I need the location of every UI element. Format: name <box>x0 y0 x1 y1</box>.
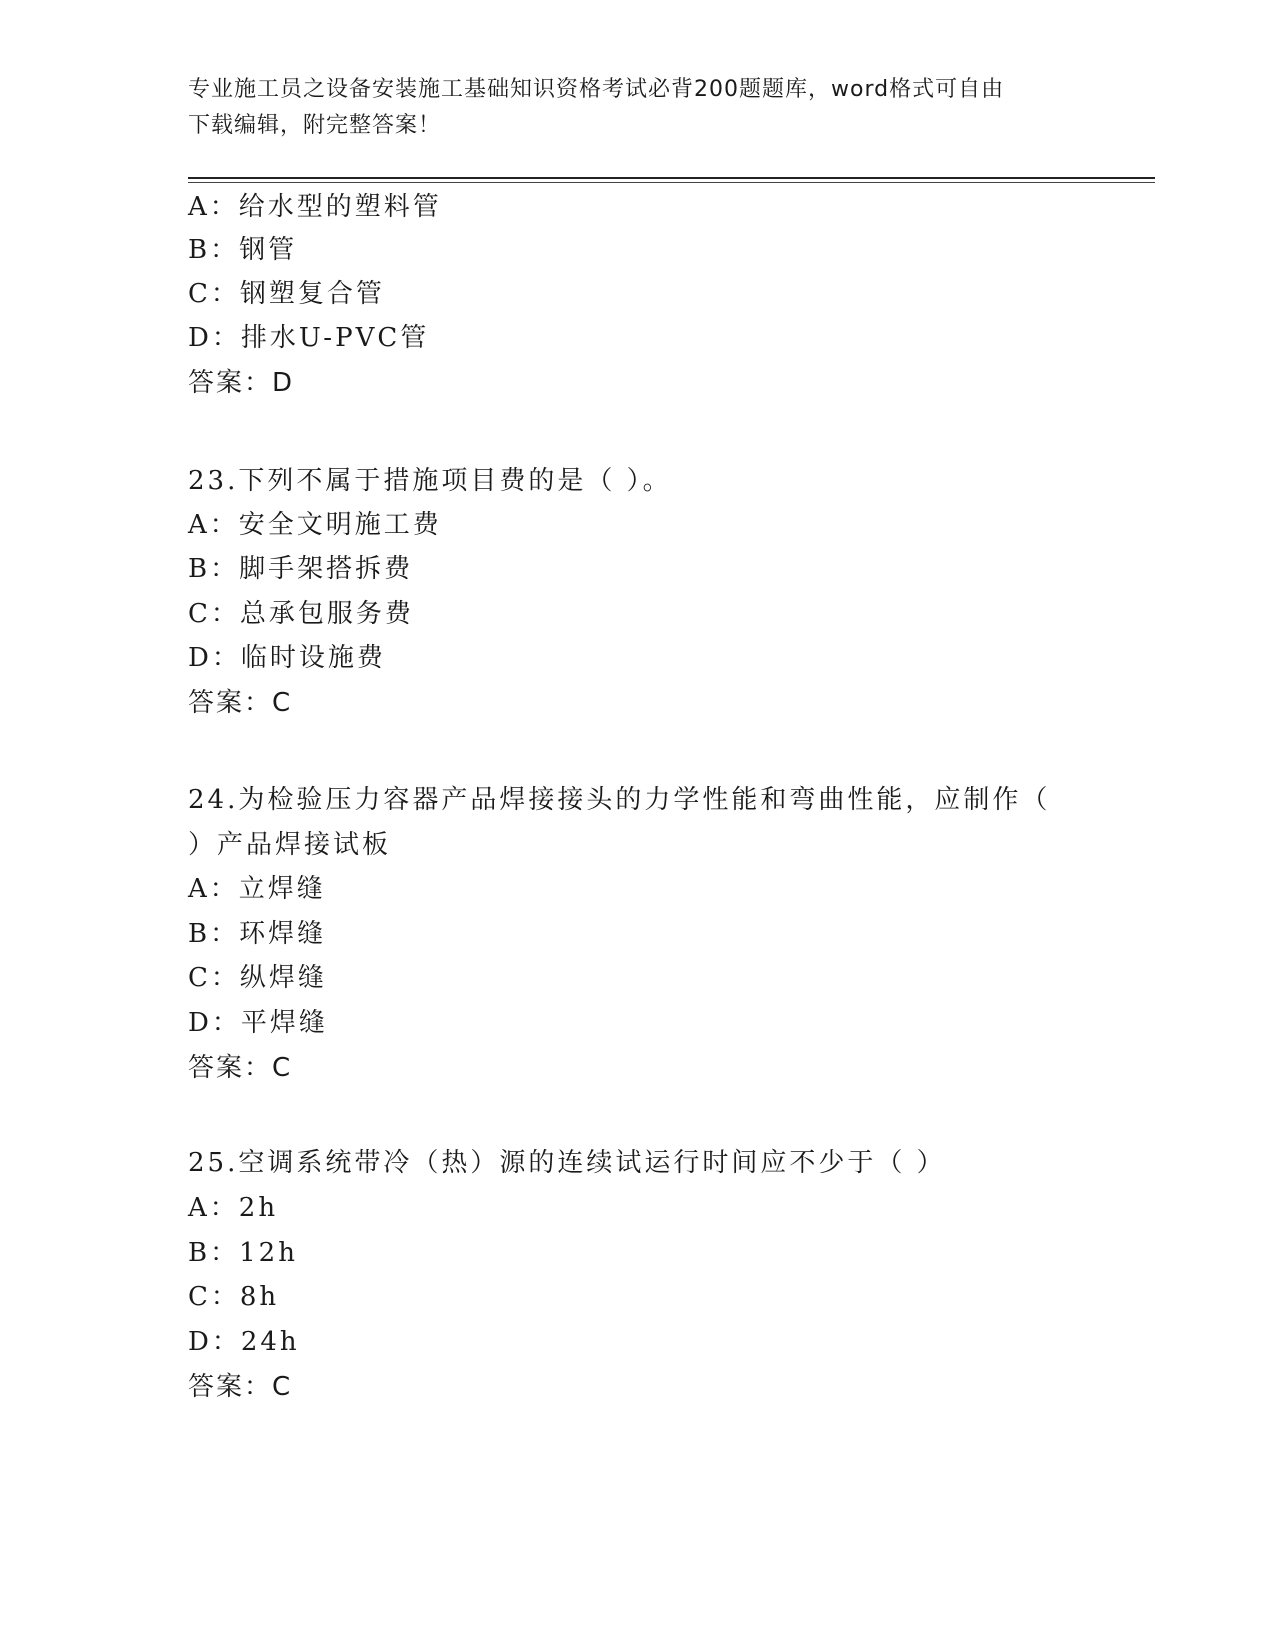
header-divider-thick <box>188 177 1155 179</box>
q23-option-a: A：安全文明施工费 <box>188 510 442 540</box>
q24-question-line-1: 24.为检验压力容器产品焊接接头的力学性能和弯曲性能，应制作（ <box>188 785 1051 815</box>
q23-option-d: D：临时设施费 <box>188 643 386 673</box>
q24-option-d: D：平焊缝 <box>188 1008 328 1038</box>
q24-option-c: C：纵焊缝 <box>188 963 327 993</box>
q23-option-b: B：脚手架搭拆费 <box>188 554 414 584</box>
header-line-1: 专业施工员之设备安装施工基础知识资格考试必背200题题库，word格式可自由 <box>188 77 1005 102</box>
q22-option-a: A：给水型的塑料管 <box>188 192 442 222</box>
q25-option-a: A：2h <box>188 1193 279 1223</box>
q23-option-c: C：总承包服务费 <box>188 599 414 629</box>
q22-answer: 答案：D <box>188 368 295 398</box>
q24-option-a: A：立焊缝 <box>188 874 326 904</box>
header-line-2: 下载编辑，附完整答案！ <box>188 113 442 138</box>
q25-answer: 答案：C <box>188 1372 293 1402</box>
q22-option-b: B：钢管 <box>188 235 298 265</box>
q23-answer: 答案：C <box>188 688 293 718</box>
q25-question: 25.空调系统带冷（热）源的连续试运行时间应不少于（ ） <box>188 1148 946 1178</box>
q25-option-b: B：12h <box>188 1238 298 1268</box>
q25-option-d: D：24h <box>188 1327 300 1357</box>
q22-option-d: D：排水U-PVC管 <box>188 323 430 353</box>
q22-option-c: C：钢塑复合管 <box>188 279 385 309</box>
header-divider-thin <box>188 182 1155 183</box>
q24-option-b: B：环焊缝 <box>188 919 327 949</box>
q25-option-c: C：8h <box>188 1282 280 1312</box>
q24-answer: 答案：C <box>188 1053 293 1083</box>
q24-question-line-2: ）产品焊接试板 <box>188 830 392 860</box>
document-header <box>188 72 1068 144</box>
q23-question: 23.下列不属于措施项目费的是（ ）。 <box>188 466 672 496</box>
